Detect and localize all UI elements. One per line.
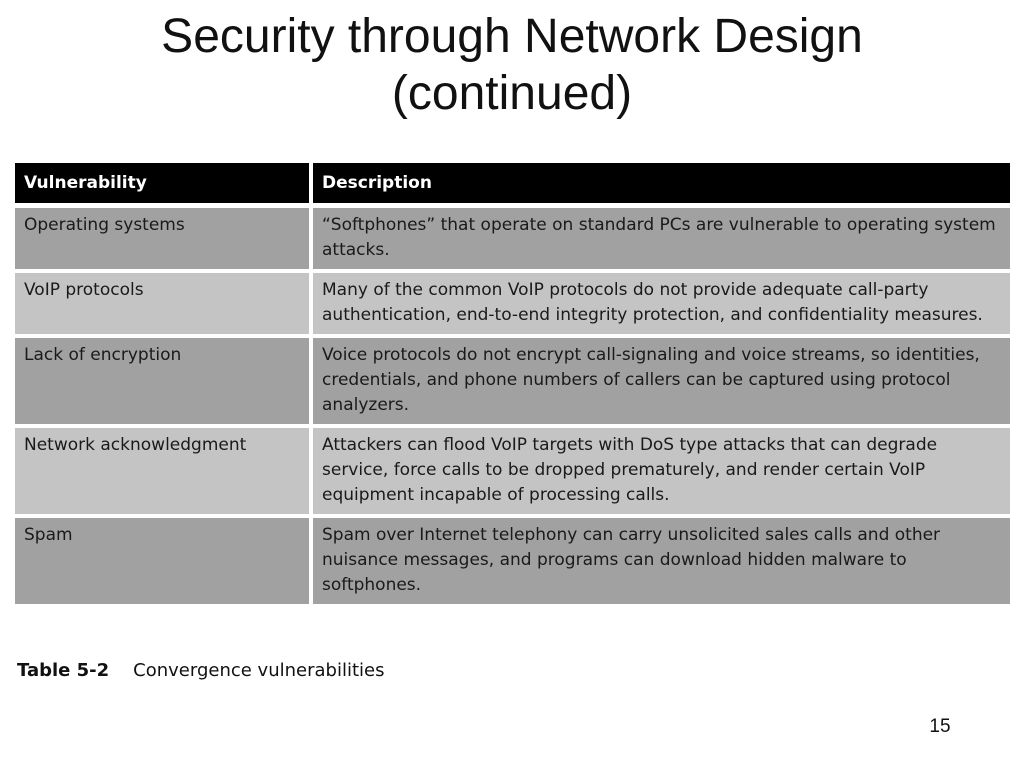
table-caption-label: Table 5-2 <box>17 660 110 681</box>
cell-vulnerability: Lack of encryption <box>15 338 313 428</box>
slide-title <box>0 8 1024 122</box>
cell-description: Voice protocols do not encrypt call-signaling and voice streams, so identities, credentials, and phone numbers of callers can be captured using protocol analyzers. <box>313 338 1010 428</box>
slide-title-line-2: (continued) <box>391 67 633 120</box>
table-row <box>15 428 1010 518</box>
cell-description: Attackers can flood VoIP targets with DoS type attacks that can degrade service, force calls to be dropped prematurely, and render certain VoIP equipment incapable of processing calls. <box>313 428 1010 518</box>
table-row <box>15 518 1010 604</box>
table-row <box>15 338 1010 428</box>
column-header-vulnerability: Vulnerability <box>15 163 313 208</box>
table-row <box>15 273 1010 338</box>
cell-vulnerability: Operating systems <box>15 208 313 273</box>
table-row <box>15 208 1010 273</box>
cell-description: Spam over Internet telephony can carry unsolicited sales calls and other nuisance messages, and programs can download hidden malware to softphones. <box>313 518 1010 604</box>
cell-description: “Softphones” that operate on standard PCs are vulnerable to operating system attacks. <box>313 208 1010 273</box>
vulnerabilities-table <box>15 163 1010 604</box>
table-caption-text: Convergence vulnerabilities <box>133 660 385 681</box>
cell-description: Many of the common VoIP protocols do not provide adequate call-party authentication, end-to-end integrity protection, and confidentiality measures. <box>313 273 1010 338</box>
cell-vulnerability: Spam <box>15 518 313 604</box>
page-number: 15 <box>929 716 951 737</box>
table-header-row <box>15 163 1010 208</box>
cell-vulnerability: Network acknowledgment <box>15 428 313 518</box>
table-caption <box>17 658 384 684</box>
column-header-description: Description <box>313 163 1010 208</box>
cell-vulnerability: VoIP protocols <box>15 273 313 338</box>
slide-title-line-1: Security through Network Design <box>161 10 863 63</box>
